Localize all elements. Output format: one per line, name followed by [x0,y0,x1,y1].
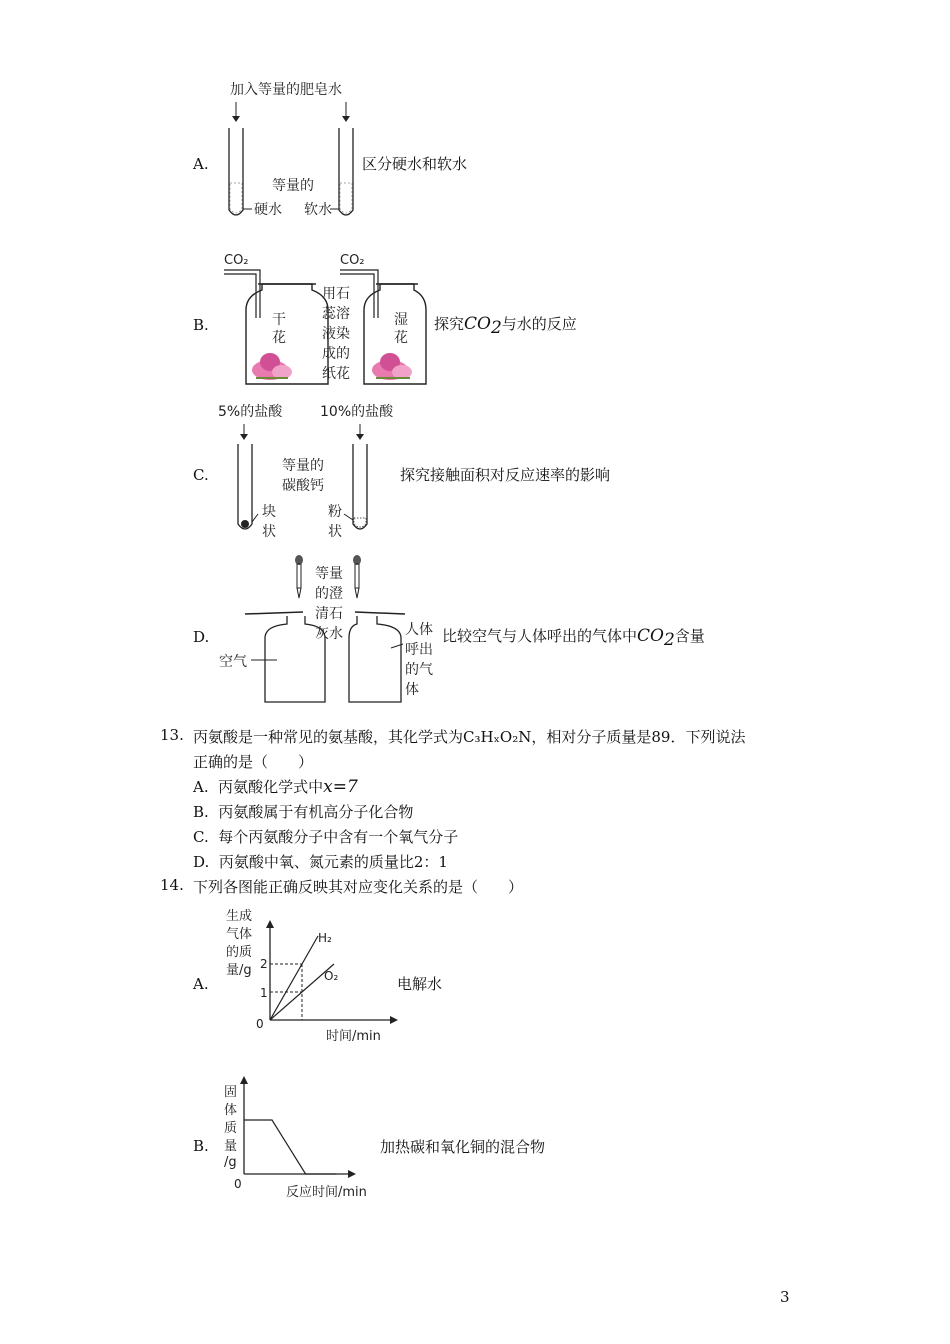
chart-a-xlabel: 时间/min [326,1029,381,1044]
fig-b-co2-right: CO₂ [340,253,365,268]
chart-electrolysis [222,906,402,1046]
fig-d-left-label: 空气 [219,654,247,670]
option-letter-b: B. [193,316,209,334]
fig-d-right-3: 的气 [405,662,433,678]
fig-b-left-flower-2: 花 [272,330,286,346]
chart-a-series-h2 [270,936,318,1020]
fig-b-right-flower-1: 湿 [394,312,408,328]
figure-hard-soft-water [210,78,370,228]
option-d-desc: 比较空气与人体呼出的气体中$CO_2$含量 [442,626,705,650]
option-a-desc: 区分硬水和软水 [362,155,468,173]
q14-option-a-desc: 电解水 [397,975,443,993]
option-letter-a: A. [193,155,209,173]
figure-co2-bottles [218,248,433,390]
fig-d-mid-2: 的澄 [315,586,343,602]
fig-c-left-state-2: 状 [262,524,276,540]
q14-number: 14. [160,876,184,894]
fig-c-mid-1: 等量的 [282,458,324,474]
fig-c-left-acid: 5%的盐酸 [218,404,283,420]
q13-option-b: B. 丙氨酸属于有机高分子化合物 [193,803,414,821]
fig-d-mid-3: 清石 [315,606,343,622]
fig-b-mid-4: 成的 [322,346,350,362]
chart-a-ylabel-1: 生成 [226,909,253,924]
chart-a-label-h2: H₂ [318,931,332,945]
fig-b-co2-left: CO₂ [224,253,249,268]
fig-a-top-label: 加入等量的肥皂水 [230,82,342,98]
chart-a-ylabel-4: 量/g [226,963,252,978]
fig-c-left-state-1: 块 [262,504,276,520]
fig-d-right-4: 体 [405,682,419,698]
chart-b-origin: 0 [234,1177,242,1191]
fig-d-mid-4: 灰水 [315,626,343,642]
option-letter-d: D. [193,628,210,646]
chart-a-ylabel-2: 气体 [226,927,253,942]
option-c-desc: 探究接触面积对反应速率的影响 [400,466,611,484]
fig-a-right-label: 软水 [304,202,332,218]
chart-b-series [244,1120,336,1174]
fig-c-right-acid: 10%的盐酸 [320,404,394,420]
fig-b-left-flower-1: 干 [272,312,286,328]
q13-number: 13. [160,726,184,744]
chart-a-origin: 0 [256,1017,264,1031]
q13-stem-line2: 正确的是（ ） [193,753,314,771]
q13-option-a: A. 丙氨酸化学式中x=7 [193,777,358,797]
q14-stem: 下列各图能正确反映其对应变化关系的是（ ） [193,878,524,896]
q14-option-letter-b: B. [193,1137,209,1155]
fig-b-mid-2: 蕊溶 [322,306,350,322]
fig-b-mid-5: 纸花 [322,366,350,382]
q13-stem-line1: 丙氨酸是一种常见的氨基酸，其化学式为C₃HₓO₂N，相对分子质量是89．下列说法 [193,728,746,746]
dropper-left-icon [295,555,303,598]
fig-b-right-flower-2: 花 [394,330,408,346]
fig-c-right-state-1: 粉 [328,504,342,520]
q13-option-d: D. 丙氨酸中氧、氮元素的质量比2：1 [193,853,448,871]
fig-b-mid-3: 液染 [322,326,350,342]
fig-d-right-1: 人体 [405,622,433,638]
q13-option-c: C. 每个丙氨酸分子中含有一个氧气分子 [193,828,459,846]
flower-right-icon [372,353,412,380]
chart-a-label-o2: O₂ [324,969,339,983]
fig-c-right-state-2: 状 [328,524,342,540]
option-letter-c: C. [193,466,209,484]
figure-limewater-bottles [215,552,445,710]
q14-option-b-desc: 加热碳和氧化铜的混合物 [380,1138,546,1156]
chart-b-ylabel-1: 固 [224,1085,238,1100]
chart-a-ylabel-3: 的质 [226,945,253,960]
fig-b-mid-1: 用石 [322,286,350,302]
chart-b-xlabel: 反应时间/min [286,1185,367,1200]
flower-left-icon [252,353,292,380]
chart-b-ylabel-3: 质 [224,1121,238,1136]
chart-a-ytick-2: 2 [260,957,268,971]
q14-option-letter-a: A. [193,975,209,993]
chart-b-ylabel-5: /g [224,1155,237,1170]
fig-c-mid-2: 碳酸钙 [282,478,324,494]
fig-d-mid-1: 等量 [315,566,343,582]
chart-b-ylabel-4: 量 [224,1139,238,1154]
fig-a-left-label: 硬水 [254,202,282,218]
figure-caco3-tubes [218,400,398,545]
dropper-right-icon [353,555,361,598]
chart-carbon-copper-oxide [222,1074,392,1204]
option-b-desc: 探究$CO_2$与水的反应 [434,314,577,338]
page-number: 3 [780,1288,790,1306]
chart-b-ylabel-2: 体 [224,1103,238,1118]
chart-a-ytick-1: 1 [260,986,268,1000]
fig-d-right-2: 呼出 [405,642,433,658]
fig-a-mid-label: 等量的 [272,178,314,194]
